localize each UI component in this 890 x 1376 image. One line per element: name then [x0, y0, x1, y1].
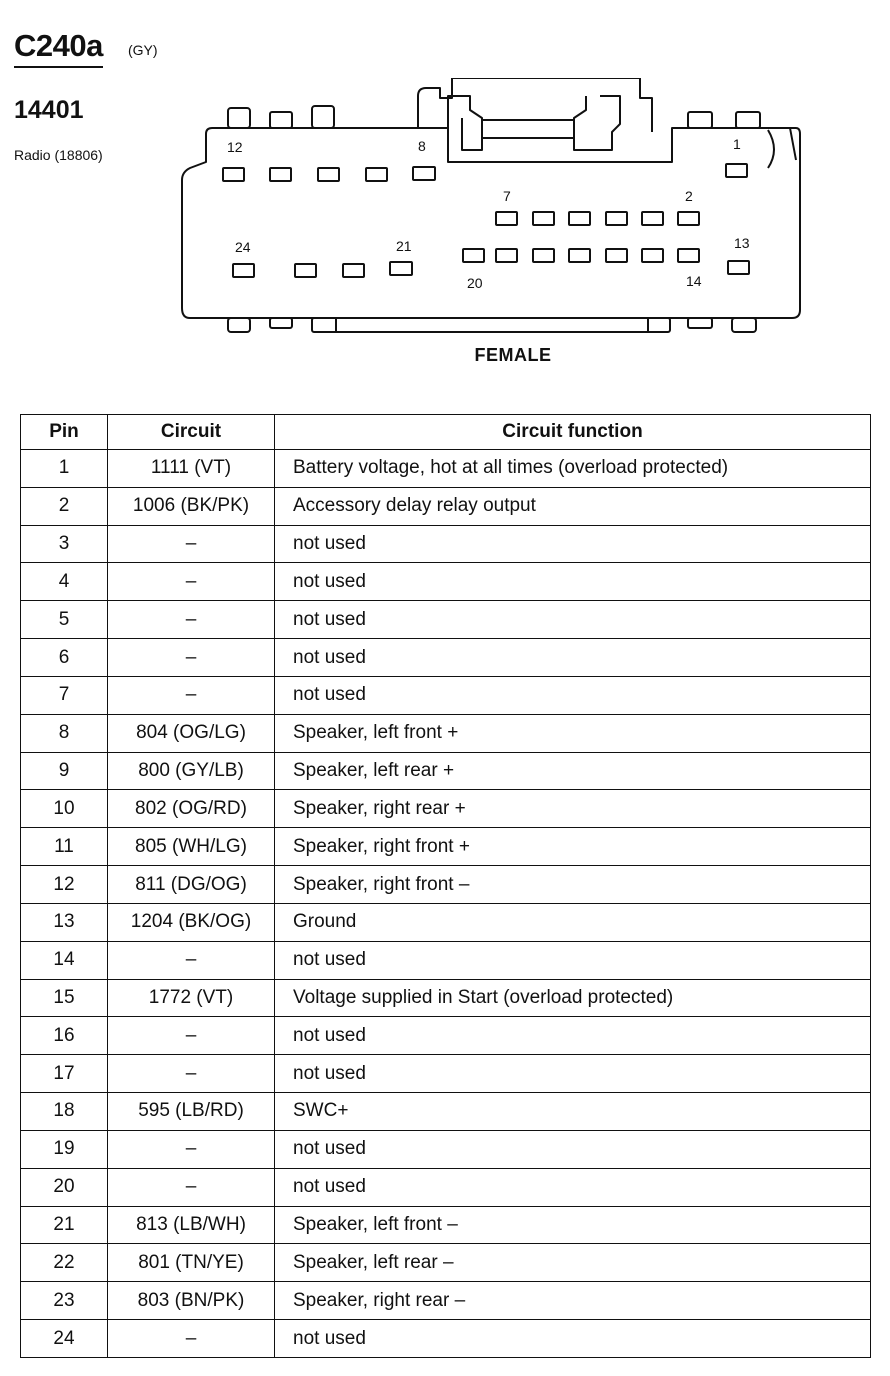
- pin-cavity: [606, 212, 627, 225]
- component-number: 14401: [14, 96, 84, 124]
- table-row: [21, 866, 871, 904]
- circuit-cell: 1204 (BK/OG): [108, 903, 275, 941]
- pin-cavity: [463, 249, 484, 262]
- function-cell: not used: [275, 676, 871, 714]
- connector-gender-label: FEMALE: [474, 345, 552, 365]
- connector-body-outline: [182, 128, 800, 318]
- top-latch-tab: [228, 108, 250, 128]
- table-row: [21, 1282, 871, 1320]
- table-row: [21, 639, 871, 677]
- pin-cell: 3: [21, 525, 108, 563]
- function-cell: not used: [275, 1055, 871, 1093]
- pin-cell: 16: [21, 1017, 108, 1055]
- function-cell: not used: [275, 1130, 871, 1168]
- circuit-cell: –: [108, 1017, 275, 1055]
- function-cell: not used: [275, 639, 871, 677]
- pin-cell: 1: [21, 450, 108, 488]
- table-row: [21, 601, 871, 639]
- bottom-latch-tab: [688, 318, 712, 328]
- connector-color: (GY): [128, 42, 158, 58]
- top-latch-tab: [270, 112, 292, 128]
- pin-cavity: [496, 249, 517, 262]
- table-row: [21, 1055, 871, 1093]
- pin-cavity: [678, 249, 699, 262]
- table-row: [21, 676, 871, 714]
- pin-cavity: [678, 212, 699, 225]
- table-row: [21, 1017, 871, 1055]
- pin-cavity: [728, 261, 749, 274]
- circuit-cell: –: [108, 639, 275, 677]
- table-row: [21, 1093, 871, 1131]
- top-latch-tab: [312, 106, 334, 128]
- pin-label-12: 12: [227, 139, 243, 155]
- pin-cavity: [642, 212, 663, 225]
- component-name: Radio (18806): [14, 147, 103, 163]
- circuit-cell: 804 (OG/LG): [108, 714, 275, 752]
- function-cell: Accessory delay relay output: [275, 487, 871, 525]
- pin-label-21: 21: [396, 238, 412, 254]
- pin-cavity: [606, 249, 627, 262]
- table-row: [21, 563, 871, 601]
- pin-cavity: [233, 264, 254, 277]
- table-row: [21, 903, 871, 941]
- pin-cavity: [413, 167, 435, 180]
- pin-cell: 2: [21, 487, 108, 525]
- pin-cavity: [223, 168, 244, 181]
- pin-label-13: 13: [734, 235, 750, 251]
- function-cell: Speaker, right front +: [275, 828, 871, 866]
- pin-cell: 15: [21, 979, 108, 1017]
- table-row: [21, 1168, 871, 1206]
- function-cell: not used: [275, 601, 871, 639]
- function-cell: not used: [275, 941, 871, 979]
- top-latch-tab: [736, 112, 760, 128]
- function-cell: Speaker, left front –: [275, 1206, 871, 1244]
- pin-cell: 12: [21, 866, 108, 904]
- circuit-cell: 1111 (VT): [108, 450, 275, 488]
- table-row: [21, 714, 871, 752]
- pin-cavity: [533, 249, 554, 262]
- function-cell: Speaker, right front –: [275, 866, 871, 904]
- pin-cavity: [390, 262, 412, 275]
- circuit-cell: –: [108, 1320, 275, 1358]
- circuit-cell: –: [108, 601, 275, 639]
- lock-latch: [574, 96, 620, 150]
- table-row: [21, 752, 871, 790]
- pin-label-20: 20: [467, 275, 483, 291]
- pin-cell: 13: [21, 903, 108, 941]
- function-cell: not used: [275, 525, 871, 563]
- function-cell: not used: [275, 563, 871, 601]
- function-cell: Battery voltage, hot at all times (overload protected): [275, 450, 871, 488]
- function-cell: Ground: [275, 903, 871, 941]
- function-cell: not used: [275, 1017, 871, 1055]
- circuit-cell: 1006 (BK/PK): [108, 487, 275, 525]
- table-row: [21, 941, 871, 979]
- pin-cavity: [569, 249, 590, 262]
- pin-cavity: [533, 212, 554, 225]
- table-row: [21, 487, 871, 525]
- circuit-cell: –: [108, 676, 275, 714]
- connector-id: C240a: [14, 28, 103, 68]
- circuit-cell: –: [108, 563, 275, 601]
- function-cell: Voltage supplied in Start (overload protected): [275, 979, 871, 1017]
- connector-side-edge: [768, 130, 774, 168]
- pin-label-14: 14: [686, 273, 702, 289]
- pin-cavity: [726, 164, 747, 177]
- bottom-latch-tab: [732, 318, 756, 332]
- pin-cell: 21: [21, 1206, 108, 1244]
- pin-cavity: [496, 212, 517, 225]
- table-row: [21, 525, 871, 563]
- circuit-cell: 802 (OG/RD): [108, 790, 275, 828]
- pin-cavity: [642, 249, 663, 262]
- table-row: [21, 790, 871, 828]
- pin-cell: 23: [21, 1282, 108, 1320]
- function-cell: Speaker, left front +: [275, 714, 871, 752]
- circuit-cell: 1772 (VT): [108, 979, 275, 1017]
- table-row: [21, 450, 871, 488]
- pin-cell: 24: [21, 1320, 108, 1358]
- table-row: [21, 1244, 871, 1282]
- pin-cell: 18: [21, 1093, 108, 1131]
- function-cell: not used: [275, 1320, 871, 1358]
- bottom-latch-tab: [312, 318, 670, 332]
- top-latch-tab: [688, 112, 712, 128]
- header-circuit: Circuit: [108, 415, 275, 450]
- pin-cell: 11: [21, 828, 108, 866]
- circuit-cell: –: [108, 941, 275, 979]
- function-cell: Speaker, right rear –: [275, 1282, 871, 1320]
- circuit-cell: 813 (LB/WH): [108, 1206, 275, 1244]
- function-cell: SWC+: [275, 1093, 871, 1131]
- pin-cell: 22: [21, 1244, 108, 1282]
- pin-cell: 5: [21, 601, 108, 639]
- connector-face-diagram: [178, 78, 802, 338]
- circuit-cell: 805 (WH/LG): [108, 828, 275, 866]
- function-cell: Speaker, left rear +: [275, 752, 871, 790]
- table-row: [21, 828, 871, 866]
- function-cell: Speaker, left rear –: [275, 1244, 871, 1282]
- pin-cell: 8: [21, 714, 108, 752]
- connector-side-edge: [768, 128, 796, 160]
- pin-cell: 19: [21, 1130, 108, 1168]
- lock-latch: [418, 78, 652, 132]
- pin-cavity: [318, 168, 339, 181]
- circuit-cell: 801 (TN/YE): [108, 1244, 275, 1282]
- table-row: [21, 1320, 871, 1358]
- pin-cavity: [270, 168, 291, 181]
- table-row: [21, 979, 871, 1017]
- header-circuit-function: Circuit function: [275, 415, 871, 450]
- pin-label-24: 24: [235, 239, 251, 255]
- pin-cell: 10: [21, 790, 108, 828]
- pin-cavity: [569, 212, 590, 225]
- circuit-cell: 811 (DG/OG): [108, 866, 275, 904]
- circuit-cell: 800 (GY/LB): [108, 752, 275, 790]
- circuit-cell: –: [108, 525, 275, 563]
- pin-cavity: [343, 264, 364, 277]
- pin-cell: 17: [21, 1055, 108, 1093]
- pin-cell: 14: [21, 941, 108, 979]
- pin-cell: 20: [21, 1168, 108, 1206]
- circuit-cell: 803 (BN/PK): [108, 1282, 275, 1320]
- circuit-cell: –: [108, 1130, 275, 1168]
- table-row: [21, 1206, 871, 1244]
- pin-cavity: [366, 168, 387, 181]
- pin-cavity: [295, 264, 316, 277]
- pin-label-7: 7: [503, 188, 511, 204]
- pin-cell: 9: [21, 752, 108, 790]
- header-pin: Pin: [21, 415, 108, 450]
- pin-label-1: 1: [733, 136, 741, 152]
- function-cell: not used: [275, 1168, 871, 1206]
- pin-cell: 7: [21, 676, 108, 714]
- bottom-latch-tab: [270, 318, 292, 328]
- pin-label-8: 8: [418, 138, 426, 154]
- circuit-cell: –: [108, 1055, 275, 1093]
- function-cell: Speaker, right rear +: [275, 790, 871, 828]
- table-header-row: [21, 415, 871, 450]
- lock-latch: [448, 96, 482, 150]
- pin-cell: 6: [21, 639, 108, 677]
- pinout-table-body: [21, 450, 871, 1358]
- pin-label-2: 2: [685, 188, 693, 204]
- table-row: [21, 1130, 871, 1168]
- pin-cell: 4: [21, 563, 108, 601]
- circuit-cell: 595 (LB/RD): [108, 1093, 275, 1131]
- bottom-latch-tab: [228, 318, 250, 332]
- circuit-cell: –: [108, 1168, 275, 1206]
- pinout-table: [20, 414, 871, 1358]
